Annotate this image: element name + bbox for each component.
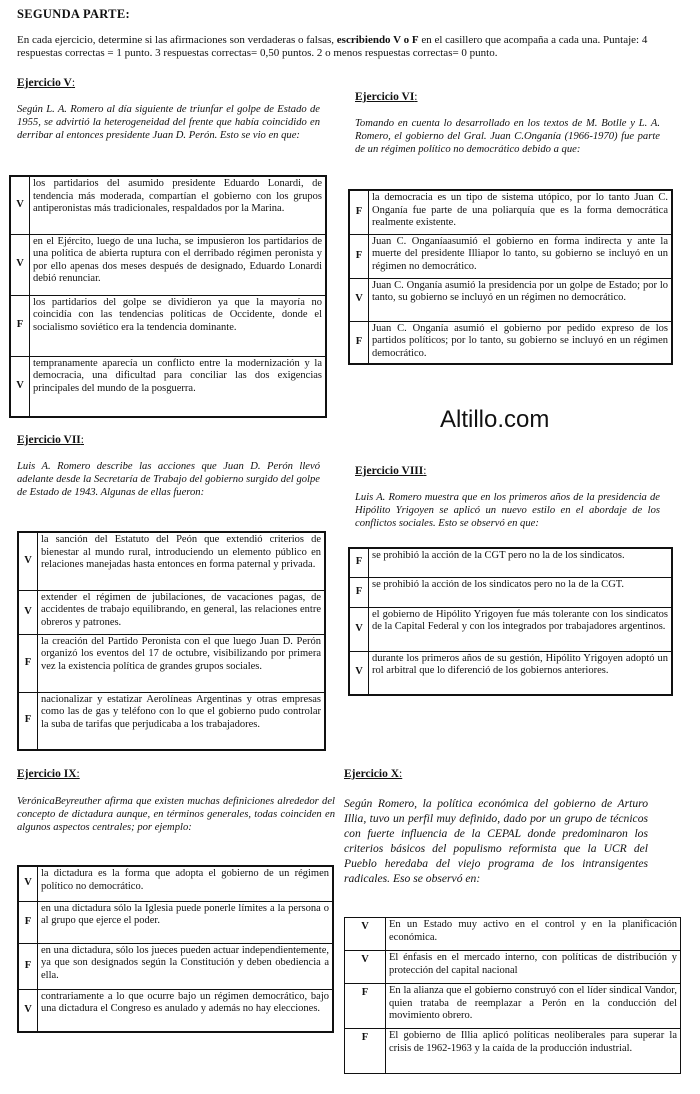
table-row — [18, 901, 333, 943]
exercise-x-table — [344, 917, 681, 1074]
statement-cell: la dictadura es la forma que adopta el gobierno de un régimen político no democrático. — [38, 866, 334, 901]
exercise-ix-table — [17, 865, 334, 1033]
statement-cell: se prohibió la acción de la CGT pero no la de los sindicatos. — [369, 548, 673, 577]
exercise-vii-table — [17, 531, 326, 751]
exercise-vi-intro: Tomando en cuenta lo desarrollado en los textos de M. Botlle y L. A. Romero, el gobierno del Gral. Juan C.Onganía (1966-1970) fue parte de un régimen político no democrático debido a que: — [355, 118, 660, 155]
table-row — [18, 590, 325, 634]
table-row — [345, 951, 681, 984]
instructions-text-end: en el casillero que acompaña a cada una. Puntaje: 4 respuestas correctas = 1 punto. 3 respuestas correctas= 0,50 puntos. 2 o menos respuestas correctas= 0 punto. — [17, 34, 648, 59]
statement-cell: la democracia es un tipo de sistema utópico, por lo tanto Juan C. Onganía fue parte de una poliarquía que es la forma democrática realmente existente. — [369, 190, 673, 234]
answer-cell[interactable]: F — [349, 190, 369, 234]
exercise-vii-intro: Luis A. Romero describe las acciones que Juan D. Perón llevó adelante desde la Secretaría de Trabajo del gobierno surgido del golpe de Estado de 1943. Algunas de ellas fueron: — [17, 461, 320, 498]
exercise-v-intro: Según L. A. Romero al día siguiente de triunfar el golpe de Estado de 1955, se advirtió la heterogeneidad del frente que había coincidido en derribar al entonces presidente Juan D. Perón. Esto se vio en que: — [17, 104, 320, 141]
table-row — [349, 548, 672, 577]
answer-cell[interactable]: F — [345, 1029, 386, 1074]
statement-cell: en una dictadura, sólo los jueces pueden actuar independientemente, ya que son designados según la Constitución y deben obediencia a ella. — [38, 943, 334, 989]
answer-cell[interactable]: V — [349, 651, 369, 695]
table-row — [349, 321, 672, 364]
statement-cell: en el Ejército, luego de una lucha, se impusieron los partidarios de una política de abierta ruptura con el derribado régimen peronista y por ello apenas dos meses después de designado, Eduardo Lonardi debió renunciar. — [30, 234, 327, 295]
statement-cell: En un Estado muy activo en el control y en la planificación económica. — [386, 918, 681, 951]
statement-cell: En la alianza que el gobierno construyó con el líder sindical Vandor, quien trataba de reemplazar a Perón en la conducción del movimiento obrero. — [386, 984, 681, 1029]
exercise-viii-table — [348, 547, 673, 696]
answer-cell[interactable]: V — [349, 607, 369, 651]
table-row — [18, 532, 325, 590]
answer-cell[interactable]: F — [18, 692, 38, 750]
answer-cell[interactable]: F — [349, 321, 369, 364]
exercise-ix-title: Ejercicio IX : — [17, 768, 80, 780]
table-row — [345, 918, 681, 951]
table-row — [18, 943, 333, 989]
statement-cell: los partidarios del golpe se dividieron ya que la mayoría no coincidía con las tendencias políticas de Occidente, donde el socialismo soviético era la tendencia dominante. — [30, 295, 327, 356]
table-row — [10, 356, 326, 417]
table-row — [10, 176, 326, 234]
table-row — [10, 295, 326, 356]
answer-cell[interactable]: F — [349, 234, 369, 278]
exercise-ix-intro: VerónicaBeyreuther afirma que existen muchas definiciones alrededor del concepto de dictadura aunque, en términos generales, todas coinciden en algunos aspectos centrales; por ejemplo: — [17, 796, 335, 833]
table-row — [349, 190, 672, 234]
answer-cell[interactable]: V — [10, 356, 30, 417]
exercise-x-title: Ejercicio X : — [344, 768, 402, 780]
statement-cell: El énfasis en el mercado interno, con políticas de distribución y protección del capital nacional — [386, 951, 681, 984]
answer-cell[interactable]: V — [18, 590, 38, 634]
statement-cell: Juan C. Onganía asumió el gobierno por pedido expreso de los partidos políticos; por lo tanto, su gobierno se incluyó en un régimen democrático. — [369, 321, 673, 364]
table-row — [349, 607, 672, 651]
exercise-viii-intro: Luis A. Romero muestra que en los primeros años de la presidencia de Hipólito Yrigoyen se aplicó un nuevo estilo en el abordaje de los conflictos sociales. Esto se observó en que: — [355, 492, 660, 529]
exercise-x-intro: Según Romero, la política económica del gobierno de Arturo Illia, tuvo un perfil muy definido, dado por un grupo de técnicos con fuerte influencia de la CEPAL donde predominaron los criterios básicos del populismo reformista que la UCR del Pueblo heredaba del viejo programa de los intransigentes radicales. Eso se observó en: — [344, 797, 648, 885]
answer-cell[interactable]: V — [10, 234, 30, 295]
answer-cell[interactable]: F — [18, 943, 38, 989]
exercise-vi-table — [348, 189, 673, 365]
instructions — [17, 34, 677, 60]
exercise-v-title: Ejercicio V : — [17, 77, 75, 89]
table-row — [18, 866, 333, 901]
answer-cell[interactable]: F — [10, 295, 30, 356]
table-row — [349, 234, 672, 278]
statement-cell: nacionalizar y estatizar Aerolíneas Argentinas y otras empresas como las de gas y teléfono con lo que el gobierno pudo controlar la suba de tarifas que perjudicaba a los trabajadores. — [38, 692, 326, 750]
table-row — [18, 989, 333, 1032]
answer-cell[interactable]: F — [345, 984, 386, 1029]
exercise-vii-title: Ejercicio VII : — [17, 434, 84, 446]
exercise-v-table — [9, 175, 327, 418]
table-row — [349, 651, 672, 695]
statement-cell: contrariamente a lo que ocurre bajo un régimen democrático, bajo una dictadura el Congreso es anulado y además no hay elecciones. — [38, 989, 334, 1032]
statement-cell: durante los primeros años de su gestión, Hipólito Yrigoyen adoptó un rol arbitral que lo diferenció de los gobiernos anteriores. — [369, 651, 673, 695]
table-row — [18, 634, 325, 692]
answer-cell[interactable]: F — [349, 548, 369, 577]
statement-cell: la creación del Partido Peronista con el que luego Juan D. Perón organizó los eventos del 17 de octubre, visibilizando por primera vez la existencia política de grandes grupos sociales. — [38, 634, 326, 692]
answer-cell[interactable]: V — [18, 866, 38, 901]
instructions-text: En cada ejercicio, determine si las afirmaciones son verdaderas o falsas, — [17, 34, 337, 46]
instructions-emphasis: escribiendo V o F — [336, 34, 419, 46]
statement-cell: tempranamente aparecía un conflicto entre la modernización y la democracia, una dificultad para conciliar las dos exigencias principales del mundo de la posguerra. — [30, 356, 327, 417]
exercise-viii-title: Ejercicio VIII : — [355, 465, 426, 477]
table-row — [349, 278, 672, 321]
statement-cell: en una dictadura sólo la Iglesia puede ponerle límites a la persona o al grupo que ejerce el poder. — [38, 901, 334, 943]
answer-cell[interactable]: F — [18, 634, 38, 692]
table-row — [18, 692, 325, 750]
statement-cell: Juan C. Onganíaasumió el gobierno en forma indirecta y ante la muerte del presidente Illiapor lo tanto, su gobierno se incluyó en un régimen no democrático. — [369, 234, 673, 278]
statement-cell: El gobierno de Illia aplicó políticas neoliberales para superar la crisis de 1962-1963 y la caída de la producción industrial. — [386, 1029, 681, 1074]
table-row — [349, 577, 672, 607]
section-title: SEGUNDA PARTE: — [17, 7, 130, 21]
statement-cell: el gobierno de Hipólito Yrigoyen fue más tolerante con los sindicatos de la Capital Federal y con los integrados por trabajadores argentinos. — [369, 607, 673, 651]
answer-cell[interactable]: V — [345, 951, 386, 984]
answer-cell[interactable]: F — [18, 901, 38, 943]
table-row — [345, 1029, 681, 1074]
answer-cell[interactable]: V — [10, 176, 30, 234]
statement-cell: los partidarios del asumido presidente Eduardo Lonardi, de tendencia más moderada, compartían el gobierno con los grupos antiperonistas más tradicionales, respaldados por la Marina. — [30, 176, 327, 234]
answer-cell[interactable]: V — [18, 989, 38, 1032]
table-row — [10, 234, 326, 295]
answer-cell[interactable]: F — [349, 577, 369, 607]
answer-cell[interactable]: V — [349, 278, 369, 321]
statement-cell: la sanción del Estatuto del Peón que extendió criterios de bienestar al mundo rural, introduciendo un elemento público en relaciones manejadas hasta entonces en forma paternal y privada. — [38, 532, 326, 590]
statement-cell: Juan C. Onganía asumió la presidencia por un golpe de Estado; por lo tanto, su gobierno se incluyó en un régimen no democrático. — [369, 278, 673, 321]
statement-cell: se prohibió la acción de los sindicatos pero no la de la CGT. — [369, 577, 673, 607]
statement-cell: extender el régimen de jubilaciones, de vacaciones pagas, de accidentes de trabajo equilibrando, en general, las relaciones entre obreros y patrones. — [38, 590, 326, 634]
table-row — [345, 984, 681, 1029]
answer-cell[interactable]: V — [345, 918, 386, 951]
altillo-watermark: Altillo.com — [440, 406, 550, 433]
answer-cell[interactable]: V — [18, 532, 38, 590]
exercise-vi-title: Ejercicio VI : — [355, 91, 418, 103]
